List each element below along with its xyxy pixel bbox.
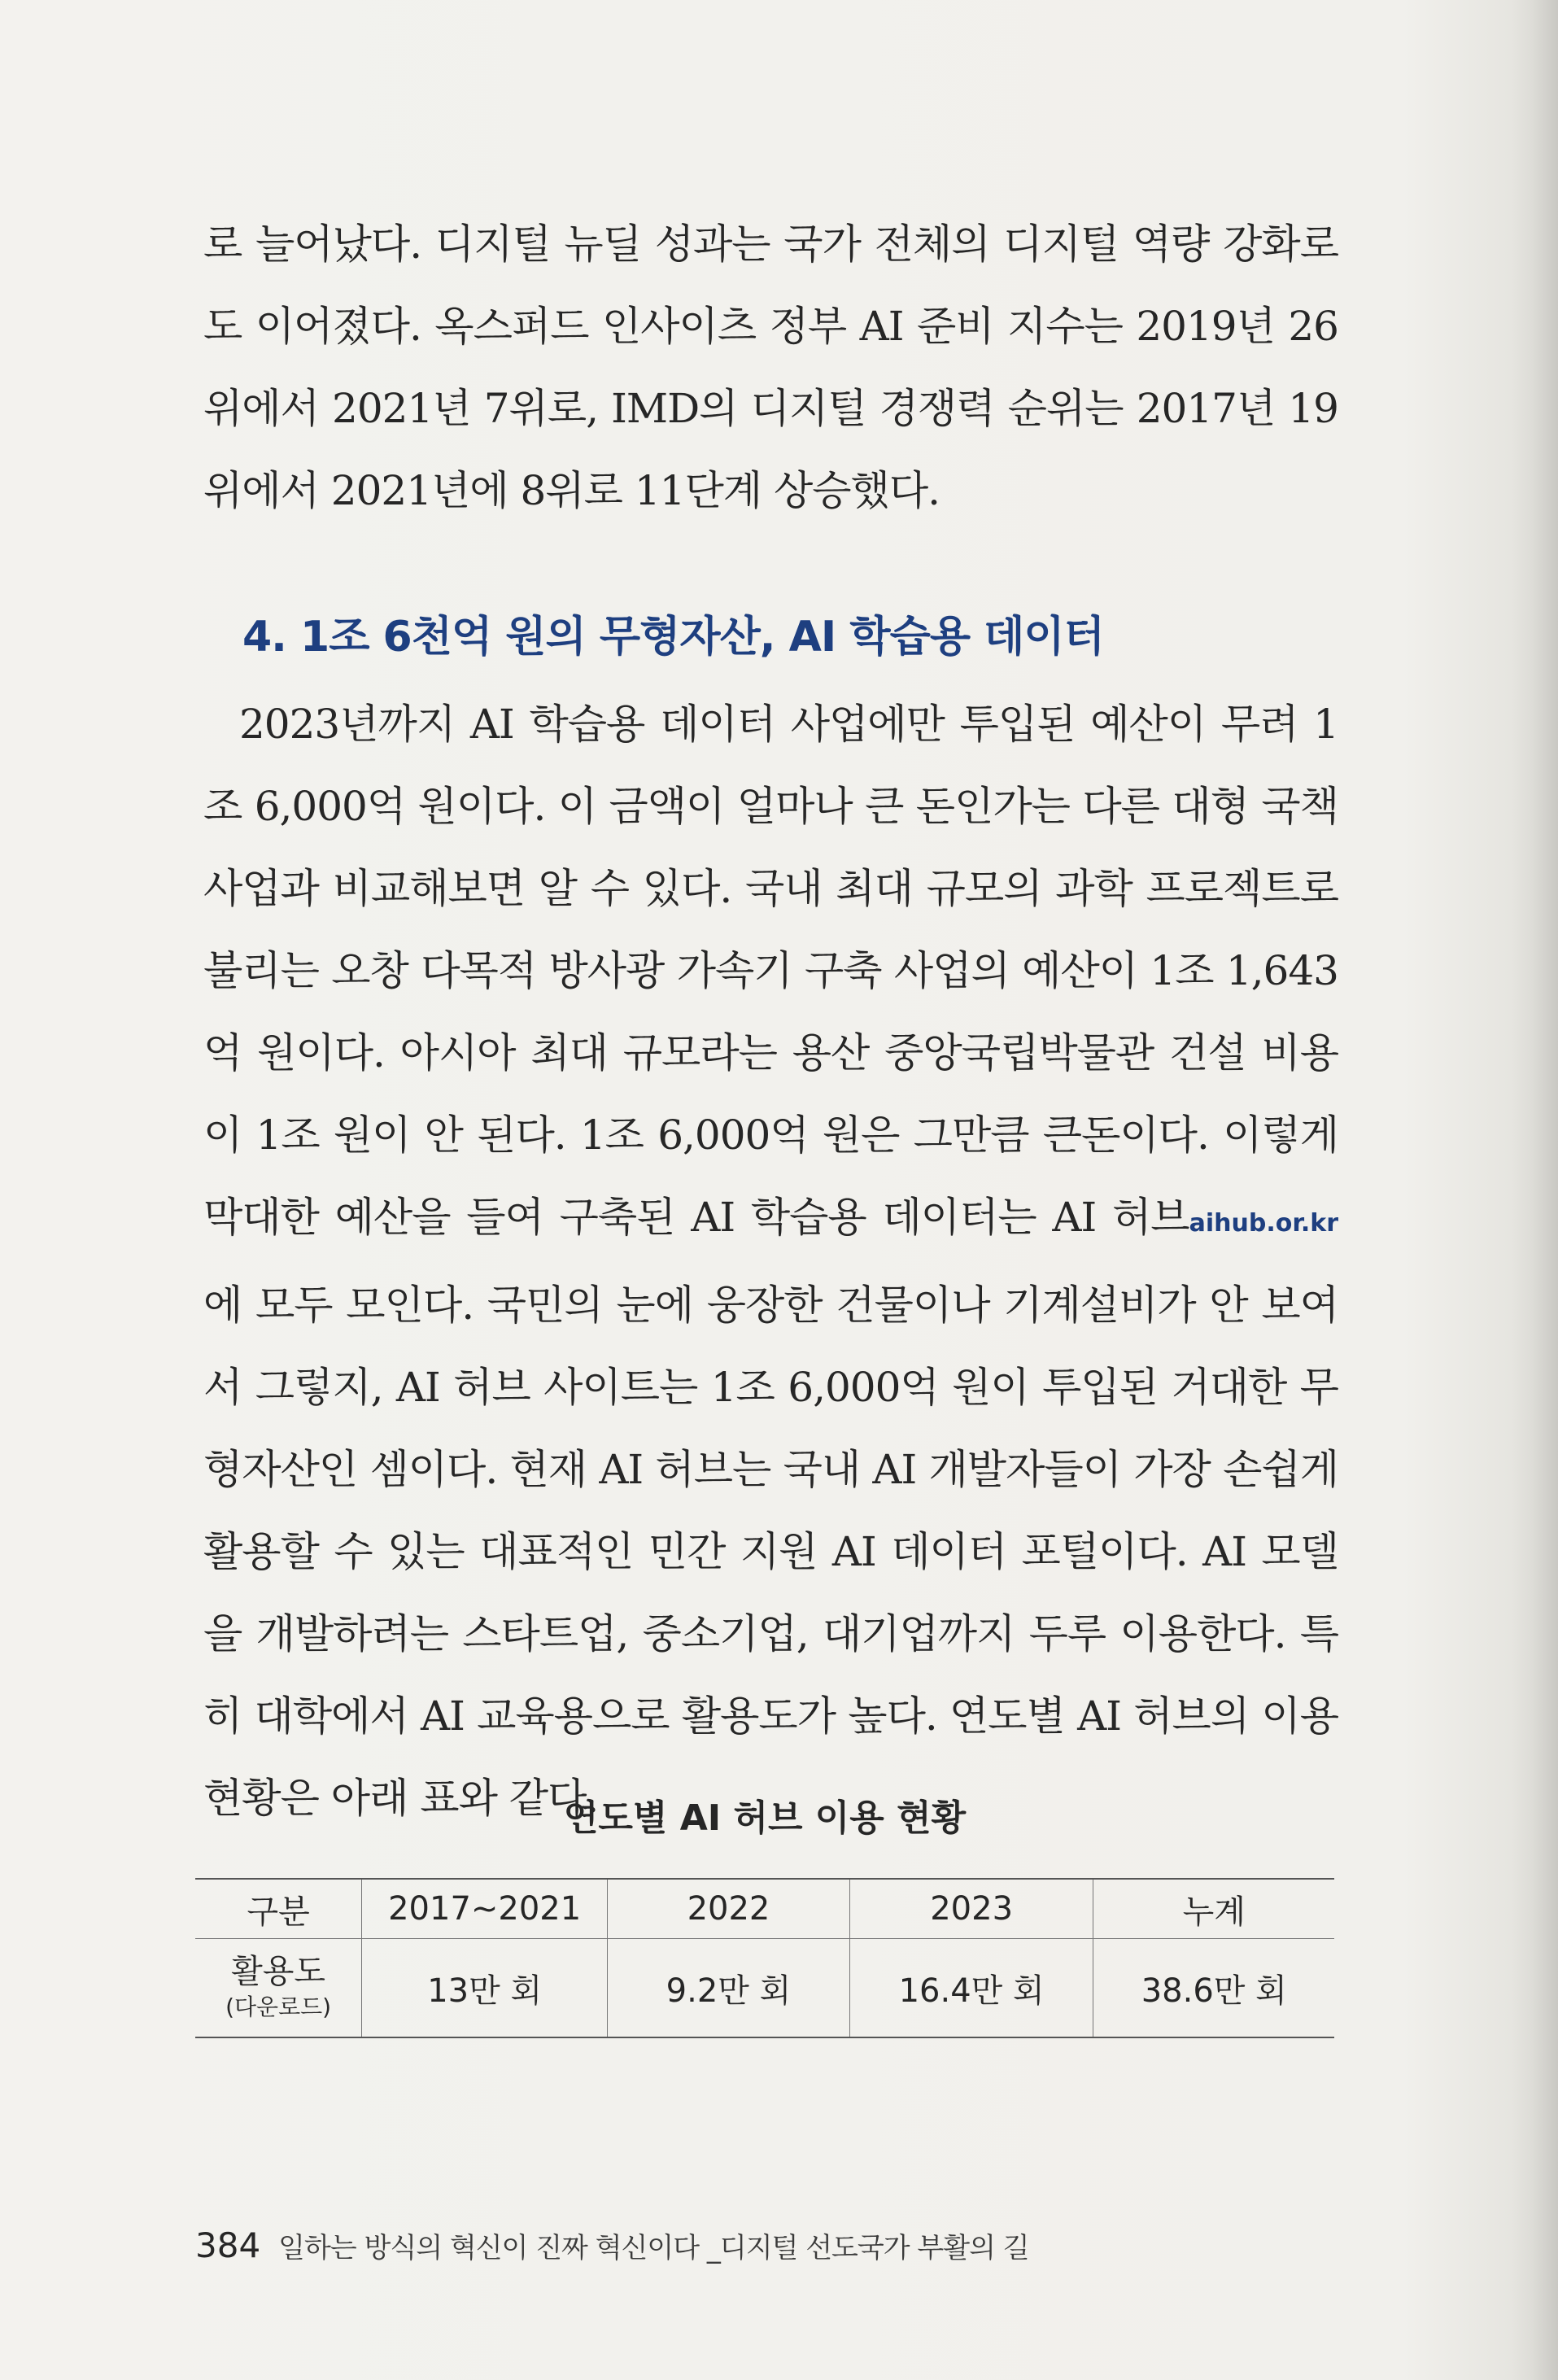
table-cell: 9.2만 회 bbox=[608, 1939, 850, 2038]
table-cell: 13만 회 bbox=[362, 1939, 608, 2038]
row-label-cell bbox=[195, 1939, 362, 2038]
section-heading: 4. 1조 6천억 원의 무형자산, AI 학습용 데이터 bbox=[242, 613, 1104, 662]
page-number: 384 bbox=[195, 2225, 261, 2265]
aihub-url: aihub.or.kr bbox=[1189, 1209, 1338, 1238]
paragraph-text-before-link: 2023년까지 AI 학습용 데이터 사업에만 투입된 예산이 무려 1조 6,000억 원이다. 이 금액이 얼마나 큰 돈인가는 다른 대형 국책사업과 비교해보면 알 수 있다. 국내 최대 규모의 과학 프로젝트로 불리는 오창 다목적 방사광 가속기 구축 사업의 예산이 1조 1,643억 원이다. 아시아 최대 규모라는 용산 중앙국립박물관 건설 비용이 1조 원이 안 된다. 1조 6,000억 원은 그만큼 큰돈이다. 이렇게 막대한 예산을 들여 구축된 AI 학습용 데이터는 AI 허브 bbox=[203, 701, 1338, 1241]
table-header-cell: 2022 bbox=[608, 1879, 850, 1939]
ai-hub-usage-table bbox=[195, 1878, 1334, 2038]
table-cell: 16.4만 회 bbox=[849, 1939, 1093, 2038]
row-label-sub: (다운로드) bbox=[225, 1994, 332, 2020]
paragraph-ai-training-data bbox=[203, 683, 1338, 1840]
paragraph-digital-new-deal: 로 늘어났다. 디지털 뉴딜 성과는 국가 전체의 디지털 역량 강화로도 이어졌다. 옥스퍼드 인사이츠 정부 AI 준비 지수는 2019년 26위에서 2021년 7위로, IMD의 디지털 경쟁력 순위는 2017년 19위에서 2021년에 8위로 11단계 상승했다. bbox=[203, 221, 1338, 514]
table-header-cell: 구분 bbox=[195, 1879, 362, 1939]
table-title: 연도별 AI 허브 이용 현황 bbox=[563, 1797, 967, 1839]
page-footer bbox=[195, 2225, 1029, 2265]
paragraph-text-after-link: 에 모두 모인다. 국민의 눈에 웅장한 건물이나 기계설비가 안 보여서 그렇지, AI 허브 사이트는 1조 6,000억 원이 투입된 거대한 무형자산인 셈이다. 현재 AI 허브는 국내 AI 개발자들이 가장 손쉽게 활용할 수 있는 대표적인 민간 지원 AI 데이터 포털이다. AI 모델을 개발하려는 스타트업, 중소기업, 대기업까지 두루 이용한다. 특히 대학에서 AI 교육용으로 활용도가 높다. 연도별 AI 허브의 이용 현황은 아래 표와 같다. bbox=[203, 1282, 1339, 1822]
table-header-cell: 2017~2021 bbox=[362, 1879, 608, 1939]
page-spine-shadow bbox=[1534, 0, 1558, 2380]
running-title: 일하는 방식의 혁신이 진짜 혁신이다 _디지털 선도국가 부활의 길 bbox=[278, 2232, 1029, 2264]
table-row bbox=[195, 1939, 1334, 2038]
row-label-main: 활용도 bbox=[231, 1953, 326, 1990]
table-header-cell: 2023 bbox=[849, 1879, 1093, 1939]
table-cell: 38.6만 회 bbox=[1093, 1939, 1334, 2038]
table-header-row bbox=[195, 1879, 1334, 1939]
table-header-cell: 누계 bbox=[1093, 1879, 1334, 1939]
